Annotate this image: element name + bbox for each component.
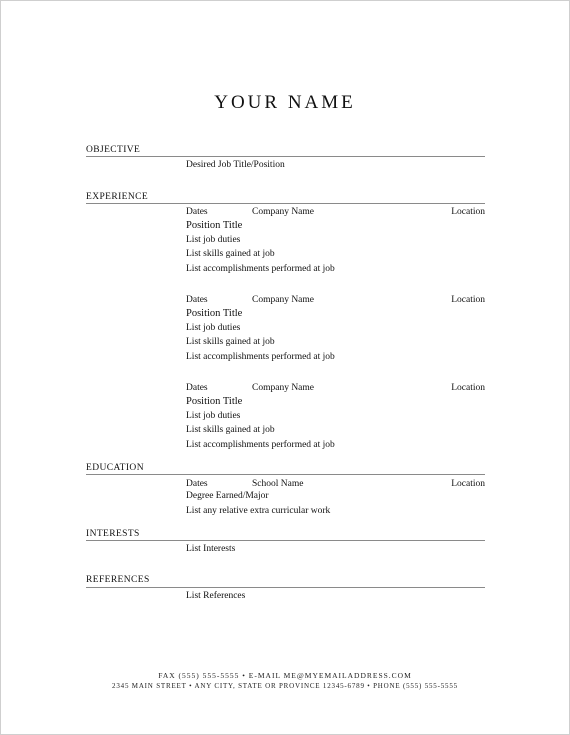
experience-heading: EXPERIENCE <box>86 192 149 202</box>
education-location: Location <box>451 479 485 489</box>
education-school: School Name <box>252 479 304 489</box>
education-dates: Dates <box>186 479 208 489</box>
references-heading: REFERENCES <box>86 575 150 585</box>
job-location: Location <box>451 383 485 393</box>
interests-text: List Interests <box>186 544 236 554</box>
job-dates: Dates <box>186 383 208 393</box>
job-duties: List job duties <box>186 411 241 421</box>
education-heading: EDUCATION <box>86 463 144 473</box>
objective-rule <box>86 156 485 157</box>
interests-heading: INTERESTS <box>86 529 140 539</box>
job-company: Company Name <box>252 295 315 305</box>
education-degree: Degree Earned/Major <box>186 491 269 501</box>
job-position-title: Position Title <box>186 308 243 319</box>
job-position-title: Position Title <box>186 396 243 407</box>
objective-heading: OBJECTIVE <box>86 145 141 155</box>
interests-rule <box>86 540 485 541</box>
job-dates: Dates <box>186 207 208 217</box>
experience-rule <box>86 203 485 204</box>
job-skills: List skills gained at job <box>186 425 275 435</box>
job-skills: List skills gained at job <box>186 249 275 259</box>
objective-text: Desired Job Title/Position <box>186 160 285 170</box>
job-duties: List job duties <box>186 323 241 333</box>
job-accomplishments: List accomplishments performed at job <box>186 440 335 450</box>
job-duties: List job duties <box>186 235 241 245</box>
job-company: Company Name <box>252 207 315 217</box>
job-location: Location <box>451 295 485 305</box>
footer-contact-line: FAX (555) 555-5555 • E-MAIL ME@MYEMAILADDRESS.COM <box>158 671 412 680</box>
job-skills: List skills gained at job <box>186 337 275 347</box>
education-rule <box>86 474 485 475</box>
footer-address-line: 2345 MAIN STREET • ANY CITY, STATE OR PROVINCE 12345-6789 • PHONE (555) 555-5555 <box>112 682 458 690</box>
job-dates: Dates <box>186 295 208 305</box>
job-accomplishments: List accomplishments performed at job <box>186 264 335 274</box>
references-rule <box>86 587 485 588</box>
job-position-title: Position Title <box>186 220 243 231</box>
resume-name: YOUR NAME <box>214 92 356 113</box>
references-text: List References <box>186 591 246 601</box>
job-accomplishments: List accomplishments performed at job <box>186 352 335 362</box>
job-location: Location <box>451 207 485 217</box>
job-company: Company Name <box>252 383 315 393</box>
education-extra: List any relative extra curricular work <box>186 506 331 516</box>
